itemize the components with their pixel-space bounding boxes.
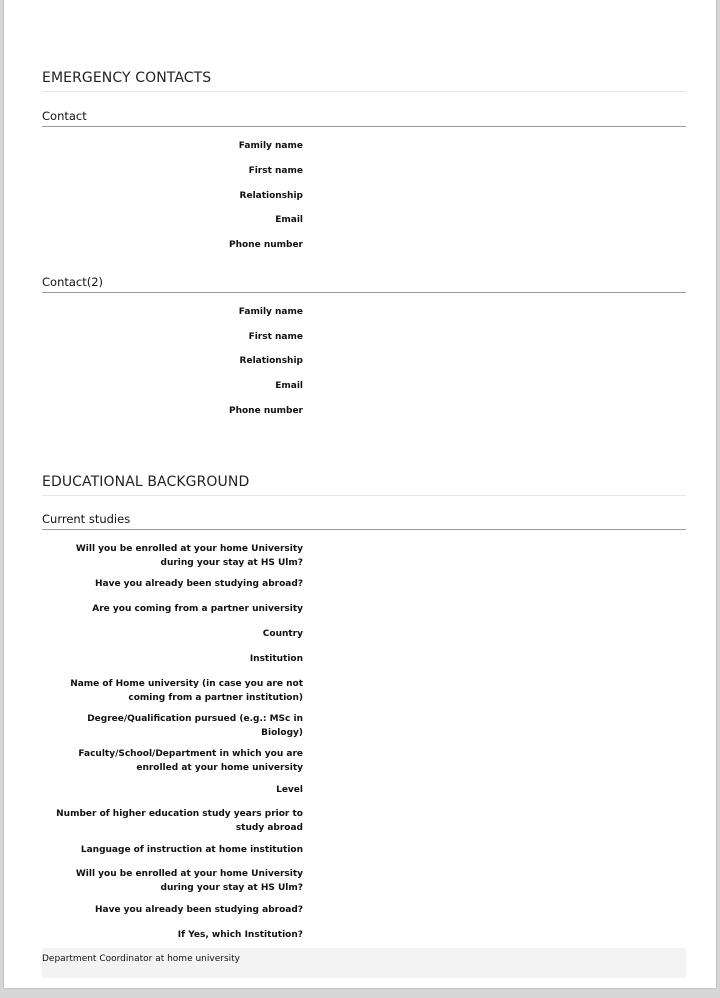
contact-2-title: Contact(2) xyxy=(42,275,686,293)
contact-1-title: Contact xyxy=(42,109,686,127)
enrolled-home-university-label-2: Will you be enrolled at your home University during your stay at HS Ulm? xyxy=(75,869,303,893)
enrolled-home-university-label: Will you be enrolled at your home University during your stay at HS Ulm? xyxy=(75,544,303,568)
country-label: Country xyxy=(262,629,303,639)
studying-abroad-label: Have you already been studying abroad? xyxy=(94,579,303,589)
document-page xyxy=(4,0,716,988)
current-studies-title: Current studies xyxy=(42,512,686,530)
contact-1-email-label: Email xyxy=(275,215,303,225)
level-label: Level xyxy=(276,785,303,795)
emergency-contacts-title: EMERGENCY CONTACTS xyxy=(42,70,686,92)
educational-background-section xyxy=(42,474,686,496)
faculty-department-label: Faculty/School/Department in which you are enrolled at your home university xyxy=(78,749,303,773)
institution-label: Institution xyxy=(249,654,303,664)
contact-1-first-name-label: First name xyxy=(248,166,303,176)
department-coordinator-row xyxy=(42,948,686,978)
home-university-name-label: Name of Home university (in case you are not coming from a partner institution) xyxy=(70,679,303,703)
contact-2-email-label: Email xyxy=(275,381,303,391)
study-years-label: Number of higher education study years prior to study abroad xyxy=(56,809,303,833)
educational-background-title: EDUCATIONAL BACKGROUND xyxy=(42,474,686,496)
contact-2-phone-label: Phone number xyxy=(228,406,303,416)
studying-abroad-label-2: Have you already been studying abroad? xyxy=(94,905,303,915)
partner-university-label: Are you coming from a partner university xyxy=(92,604,303,614)
department-coordinator-label: Department Coordinator at home university xyxy=(42,954,240,964)
contact-1-phone-label: Phone number xyxy=(228,240,303,250)
emergency-contacts-section xyxy=(42,70,686,92)
contact-2-family-name-label: Family name xyxy=(238,307,303,317)
contact-2-relationship-label: Relationship xyxy=(239,356,303,366)
contact-1-relationship-label: Relationship xyxy=(239,191,303,201)
contact-2-first-name-label: First name xyxy=(248,332,303,342)
which-institution-label: If Yes, which Institution? xyxy=(177,930,303,940)
language-of-instruction-label: Language of instruction at home institution xyxy=(80,845,303,855)
degree-qualification-label: Degree/Qualification pursued (e.g.: MSc in Biology) xyxy=(87,714,303,738)
contact-1-family-name-label: Family name xyxy=(238,141,303,151)
